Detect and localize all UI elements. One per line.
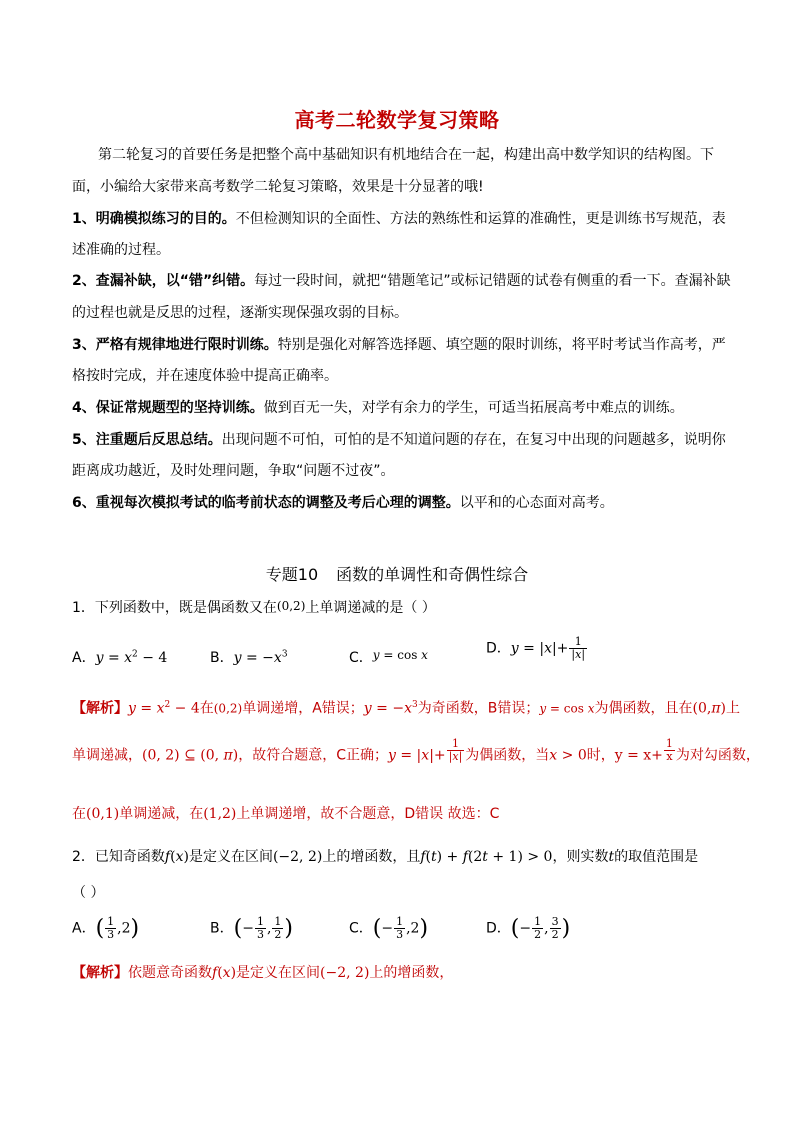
tip-6-text: 以平和的心态面对高考。 xyxy=(459,495,614,511)
q1-analysis-l2b: ，故符合题意，C正确； xyxy=(238,747,388,764)
q2-analysis-t2: 是定义在区间 xyxy=(236,965,321,981)
q1-option-d-label: D． xyxy=(486,640,511,657)
tip-1-head: 1、明确模拟练习的目的。 xyxy=(72,211,236,227)
intro-line-2: 面，小编给大家带来高考数学二轮复习策略，效果是十分显著的哦! xyxy=(72,179,484,195)
q1-analysis-l2c: 为偶函数，当 xyxy=(465,747,550,764)
q1-option-b: B．$y = -x^3$ xyxy=(210,649,288,666)
q1-analysis-l2e: 为对勾函数， xyxy=(675,747,760,764)
q2-analysis-line-1: 【解析】依题意奇函数f(x)是定义在区间(−2, 2)上的增函数， xyxy=(72,965,454,981)
q1-analysis-t5: 上 xyxy=(726,700,740,717)
tip-3-head: 3、严格有规律地进行限时训练。 xyxy=(72,337,278,353)
q2-stem-b: 是定义在区间 xyxy=(188,849,273,865)
q1-analysis-line-1: 【解析】$y = x^2 - 4$在(0,2)单调递增，A错误；$y = -x^3$为奇函数，B错误；y = cos x为偶函数，且在(0,π)上 xyxy=(72,700,740,717)
q1-analysis-line-2: 单调递减，(0, 2) ⊆ (0, π)，故符合题意，C正确；y = |x|+ $\frac{1}{|x|}$ 为偶函数，当x > 0时，y = x+ $\frac{1}{x}$ 为对勾函数， xyxy=(72,737,760,764)
q2-option-d: D．(− $\frac{1}{2}$ , $\frac{3}{2}$ ) xyxy=(486,915,571,941)
tip-6-head: 6、重视每次模拟考试的临考前状态的调整及考后心理的调整。 xyxy=(72,495,460,511)
tip-1-line-2: 述准确的过程。 xyxy=(72,242,170,258)
q1-option-d-fraction: $\frac{1}{|x|}$ xyxy=(571,635,586,661)
page-title: 高考二轮数学复习策略 xyxy=(294,108,500,132)
tip-2-head: 2、查漏补缺，以“错”纠错。 xyxy=(72,273,255,289)
q1-analysis-t2: 单调递增，A错误； xyxy=(242,700,364,717)
q1-analysis-fraction-1: $\frac{1}{|x|}$ xyxy=(448,737,463,763)
q1-analysis-line-3: 在(0,1)单调递减，在(1,2)上单调递增，故不合题意，D错误 故选：C xyxy=(72,806,500,822)
q2-analysis-tag: 【解析】 xyxy=(72,965,128,981)
section-heading xyxy=(0,562,794,585)
q1-analysis-l3c: 上单调递增，故不合题意，D错误 故选：C xyxy=(236,806,500,822)
tip-3-text: 特别是强化对解答选择题、填空题的限时训练，将平时考试当作高考，严 xyxy=(277,337,726,353)
q1-stem-text-a: 1．下列函数中，既是偶函数又在 xyxy=(72,600,277,616)
q1-option-a-formula: y xyxy=(95,650,104,666)
q2-option-c: C．(− $\frac{1}{3}$ ,2) xyxy=(349,915,429,941)
q2-option-c-label: C． xyxy=(349,920,373,937)
q2-option-a: A．( $\frac{1}{3}$ ,2) xyxy=(72,915,140,941)
q1-option-c-label: C． xyxy=(349,650,373,666)
question-1-stem xyxy=(72,599,436,615)
q1-option-a: A．$y = x^2 - 4$ xyxy=(72,649,168,666)
tip-1 xyxy=(72,212,726,226)
q2-stem-a: 2．已知奇函数 xyxy=(72,849,165,865)
q1-analysis-t4: 为偶函数，且在 xyxy=(594,700,693,717)
q2-option-d-label: D． xyxy=(486,920,511,937)
q2-option-b-label: B． xyxy=(210,920,234,937)
tip-2-line-2: 的过程也就是反思的过程，逐渐实现保强攻弱的目标。 xyxy=(72,305,408,321)
q1-interval: (0,2) xyxy=(276,599,306,613)
q2-stem-e: 的取值范围是 xyxy=(614,849,699,865)
q1-option-a-label: A． xyxy=(72,650,96,666)
tip-4-text: 做到百无一失，对学有余力的学生，可适当拓展高考中难点的训练。 xyxy=(263,400,684,416)
q1-analysis-fraction-2: $\frac{1}{x}$ xyxy=(665,737,673,763)
tip-4-head: 4、保证常规题型的坚持训练。 xyxy=(72,400,264,416)
q1-analysis-tag: 【解析】 xyxy=(72,700,128,717)
q1-option-d: D．y = |x|+ $\frac{1}{|x|}$ xyxy=(486,635,586,661)
q2-option-a-label: A． xyxy=(72,920,96,937)
q2-analysis-t1: 依题意奇函数 xyxy=(128,965,212,981)
q1-analysis-l3b: 单调递减，在 xyxy=(119,806,204,822)
q1-option-b-label: B． xyxy=(210,650,234,666)
tip-6 xyxy=(72,496,614,510)
q1-analysis-t1: 在 xyxy=(199,700,214,717)
q2-analysis-t3: 上的增函数， xyxy=(369,965,454,981)
q1-analysis-l2a: 单调递减， xyxy=(72,747,142,764)
q1-option-c: C．y = cos x xyxy=(349,648,428,666)
q2-stem-d: ，则实数 xyxy=(552,849,609,865)
tip-2-text: 每过一段时间，就把“错题笔记”或标记错题的试卷有侧重的看一下。查漏补缺 xyxy=(254,273,731,289)
section-label: 专题10 xyxy=(265,565,319,584)
tip-1-text: 不但检测知识的全面性、方法的熟练性和运算的准确性，更是训练书写规范，表 xyxy=(235,211,726,227)
tip-5-head: 5、注重题后反思总结。 xyxy=(72,432,222,448)
tip-5-text: 出现问题不可怕，可怕的是不知道问题的存在，在复习中出现的问题越多，说明你 xyxy=(221,432,726,448)
q1-analysis-t3: 为奇函数，B错误； xyxy=(417,700,540,717)
q1-stem-text-b: 上单调递减的是（ ） xyxy=(305,600,436,616)
tip-5-line-2: 距离成功越近，及时处理问题，争取“问题不过夜”。 xyxy=(72,463,395,479)
q1-analysis-l2d: 时， xyxy=(586,747,615,764)
question-2-stem: 2．已知奇函数f(x)是定义在区间(−2, 2)上的增函数，且f(t) + f(2t + 1) > 0，则实数t的取值范围是 xyxy=(72,849,699,865)
section-name: 函数的单调性和奇偶性综合 xyxy=(336,565,529,584)
tip-4 xyxy=(72,401,684,415)
q1-option-d-formula: y xyxy=(510,640,519,657)
tip-5 xyxy=(72,433,726,447)
q2-option-b: B．(− $\frac{1}{3}$ , $\frac{1}{2}$ ) xyxy=(210,915,293,941)
q1-analysis-l3a: 在 xyxy=(72,806,86,822)
q1-option-b-formula: y xyxy=(233,650,242,666)
q2-answer-paren: （ ） xyxy=(72,885,105,901)
tip-2 xyxy=(72,274,731,288)
tip-3 xyxy=(72,338,726,352)
tip-3-line-2: 格按时完成，并在速度体验中提高正确率。 xyxy=(72,368,338,384)
intro-line-1: 第二轮复习的首要任务是把整个高中基础知识有机地结合在一起，构建出高中数学知识的结构图。下 xyxy=(98,147,714,163)
q1-option-c-formula: y xyxy=(372,648,380,662)
q2-stem-c: 上的增函数，且 xyxy=(322,849,421,865)
